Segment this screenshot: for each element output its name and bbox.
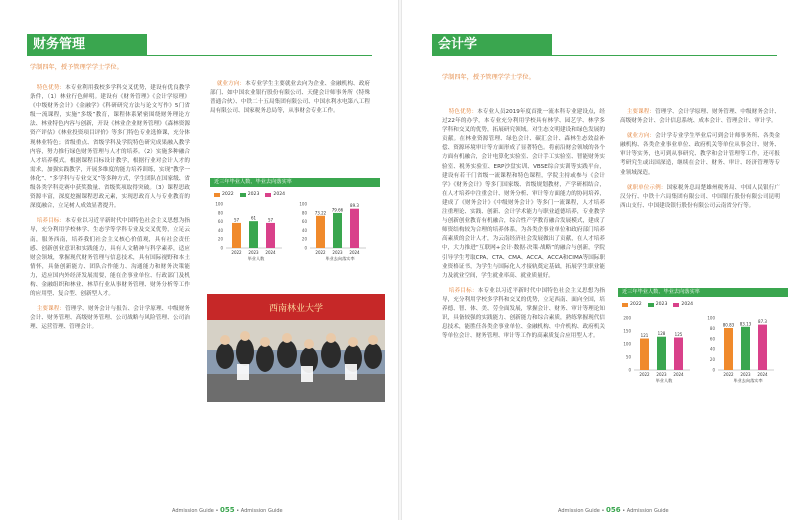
legend-label: 2023 — [655, 302, 668, 307]
legend-label: 2022 — [222, 192, 234, 197]
y-tick-label: 60 — [709, 336, 715, 342]
legend-item — [265, 192, 285, 197]
text-paragraph — [30, 305, 190, 332]
paragraph-heading: 培养目标： — [448, 287, 478, 294]
bar-value-label: 89.3 — [350, 203, 359, 209]
paragraph-heading: 主要课程： — [626, 109, 656, 115]
bar-value-label: 73.22 — [314, 210, 327, 216]
x-tick-label: 2022 — [231, 250, 242, 255]
text-paragraph — [30, 84, 190, 211]
page-subtitle: 学制四年，授予管理学学士学位。 — [442, 74, 535, 81]
paragraph-heading: 就业方向： — [626, 133, 656, 140]
statistics-chart — [618, 288, 788, 398]
x-tick-label: 2022 — [639, 372, 650, 377]
footer-prefix: Admission Guide • — [558, 508, 605, 514]
chart-legend — [214, 192, 285, 197]
y-tick-label: 80 — [301, 210, 307, 216]
paragraph-body: 管理学、财务会计与报告、会计学原理、中级财务会计、财务管理、高级财务管理、公司战略与风险管理、公司治理、运营管理、管理会计。 — [30, 306, 190, 331]
y-tick-label: 0 — [220, 245, 223, 251]
x-tick-label: 2024 — [673, 372, 684, 377]
chart-axis-label: 毕业人数 — [655, 378, 673, 383]
legend-swatch — [214, 193, 220, 197]
legend-swatch — [265, 193, 271, 197]
text-paragraph — [442, 108, 605, 281]
paragraph-body: 国家税务总局楚雄州税务局、中国人民银行广汉分行、中铁十六局集团有限公司、中国银行股份有限公司昆明西山支行、中国建设银行股份有限公司云南省分行等。 — [620, 184, 780, 209]
x-tick-label: 2024 — [265, 250, 276, 255]
y-tick-label: 40 — [217, 227, 223, 233]
y-tick-label: 0 — [628, 367, 631, 373]
x-tick-label: 2023 — [656, 372, 667, 377]
right-page — [400, 0, 800, 520]
legend-swatch — [622, 303, 628, 307]
legend-label: 2024 — [681, 302, 694, 307]
paragraph-heading: 就业方向： — [216, 81, 246, 87]
chart-title: 近三年毕业人数、毕业去向落实率 — [618, 288, 788, 297]
bar-value-label: 80.83 — [722, 322, 735, 328]
y-tick-label: 100 — [707, 315, 715, 321]
x-tick-label: 2022 — [723, 372, 734, 377]
bar — [657, 337, 666, 370]
chart-axis-label: 毕业去向落实率 — [325, 256, 355, 261]
legend-item — [240, 192, 260, 197]
bar-value-label: 57 — [267, 217, 274, 223]
chart-axis-label: 毕业去向落实率 — [733, 378, 763, 383]
bar — [333, 213, 342, 248]
title-underline — [432, 55, 777, 56]
x-tick-label: 2023 — [740, 372, 751, 377]
text-paragraph — [442, 287, 605, 342]
legend-label: 2022 — [630, 302, 642, 307]
y-tick-label: 80 — [217, 210, 223, 216]
y-tick-label: 100 — [215, 201, 223, 207]
y-tick-label: 40 — [301, 227, 307, 233]
chart-axis-label: 毕业人数 — [247, 256, 265, 261]
title-underline — [27, 55, 372, 56]
paragraph-body: 本专业学生主要就业去向为企业、金融机构、政府部门、如中国农业银行股份有限公司、天健会计师事务所（特殊普通合伙）、中铁二十五局集团有限公司、中国水利水电第八工程局有限公司、国家税务总局等，从事财会专业工作。 — [210, 81, 370, 115]
page-title: 会计学 — [432, 34, 552, 56]
bar-charts — [210, 200, 380, 270]
bar-value-label: 83.13 — [739, 321, 752, 327]
legend-item — [214, 192, 234, 197]
y-tick-label: 40 — [709, 346, 715, 352]
legend-swatch — [648, 303, 654, 307]
bar — [350, 209, 359, 248]
page-number: 055 — [220, 506, 235, 514]
right-text-column — [620, 108, 780, 217]
legend-label: 2023 — [247, 192, 260, 197]
page-subtitle: 学制四年，授予管理学学士学位。 — [30, 64, 123, 71]
bar-value-label: 79.66 — [331, 207, 344, 213]
chart-legend — [622, 302, 693, 307]
bar-value-label: 125 — [674, 332, 683, 337]
y-tick-label: 100 — [299, 201, 307, 207]
x-tick-label: 2023 — [332, 250, 343, 255]
y-tick-label: 200 — [623, 315, 631, 321]
legend-label: 2024 — [273, 192, 286, 197]
y-tick-label: 60 — [301, 219, 307, 225]
paragraph-heading: 就职单位示例： — [626, 184, 667, 191]
right-text-column — [210, 80, 370, 122]
y-tick-label: 20 — [301, 236, 307, 242]
x-tick-label: 2022 — [315, 250, 326, 255]
page-footer — [558, 506, 669, 514]
left-text-column — [30, 84, 190, 338]
paragraph-body: 会计学专业学生毕业后可到会计师事务所、各类金融机构、各类企业事业单位、政府机关等单位从事会计、财务、审计等实务，也可到从事研究、教学和会计管理等工作，还可报考研究生或出国深造，继续在会计、财务、审计、经济管理等专业领域深造。 — [620, 133, 780, 176]
bar-value-label: 57 — [233, 217, 240, 223]
bar — [758, 325, 767, 370]
bar-value-label: 121 — [640, 333, 649, 339]
legend-item — [622, 302, 642, 307]
paragraph-heading: 特色优势： — [448, 109, 478, 115]
bar — [316, 216, 325, 248]
legend-item — [673, 302, 693, 307]
x-tick-label: 2024 — [349, 250, 360, 255]
footer-suffix: • Admission Guide — [622, 508, 669, 514]
y-tick-label: 100 — [623, 341, 631, 347]
y-tick-label: 20 — [217, 236, 223, 242]
bar — [640, 339, 649, 370]
bar — [741, 327, 750, 370]
y-tick-label: 80 — [709, 325, 715, 331]
paragraph-heading: 主要课程： — [36, 306, 66, 313]
text-paragraph — [30, 217, 190, 299]
bar — [249, 221, 258, 248]
x-tick-label: 2024 — [757, 372, 768, 377]
bar — [674, 338, 683, 371]
y-tick-label: 0 — [304, 245, 307, 251]
group-photo — [207, 294, 385, 402]
page-title: 财务管理 — [27, 34, 147, 56]
paragraph-body: 本专业以习近平新时代中国特色社会主义思想为指导，充分利用学校多学科和交叉的优势，立足西南、面向全国，培养德、智、体、美、劳全面发展，掌握会计、财务、审计等理论知识，具备较强的实践能力、创新能力和综合素质，熟练掌握现代信息技术，能胜任各类企事业单位、金融机构、中介机构、政府机关等单位会计、财务管理、审计等工作的高素质复合应用型人才。 — [442, 287, 605, 340]
bar — [724, 328, 733, 370]
page-footer — [172, 506, 283, 514]
bar-value-label: 128 — [657, 331, 666, 337]
paragraph-body: 本专业人员2019年度首批一流本科专业建设点，经过22年的办学，本专业充分利用学校具有林学、园艺学、林学多学科和交叉的优势，拓展研究领域。对生态文明建设和绿色发展的贡献。在林业资源管理、绿色会计、碳汇会计、森林生态效益补偿、资源环境审计等方面形成了显著特色。将前沿财会领域的各个方面有机融合，会计电算化实验室、会计手工实验室、智能财务实验室、税务实验室、ERP沙盘实训、VBSE综合实训等实践平台，建设有若干门省级一流课程和特色课程，学院主持或参与《会计学》《财务会计》等多门国家级、省级规划教材，产学研相结合，在人才培养中注重会计、财务分析、审计等方面能力的协同培养，建成了《财务会计》《中级财务会计》等多门一流课程，人才培养注重理论、实践、创新、会计学术能力与职业道德培养，专业教学与创新创业教育有机融合，综合性产学教育融合发展模式，建成了师资结构较为合理的培养体系，为各类企事业单位和政府部门培养高素质的会计人才，为云南经济社会发展做出了贡献，在人才培养中，大力推进“互联网+会计·数据·决策·战略”的融合与创新，学院引导学生考取CPA、CTA、CMA、ACCA、ACCA和CIMA等国际职业资格证书，为学生与国际化人才接轨奠定基础，拓展学生职业能力及就业空间，学生就业率高、就业质量好。 — [442, 109, 605, 279]
photo-banner-text: 西南林业大学 — [268, 304, 324, 314]
paragraph-heading: 特色优势： — [36, 85, 66, 91]
y-tick-label: 150 — [623, 328, 631, 334]
y-tick-label: 50 — [625, 354, 631, 360]
y-tick-label: 20 — [709, 357, 715, 363]
footer-prefix: Admission Guide • — [172, 508, 219, 514]
text-paragraph — [620, 132, 780, 177]
chart-title: 近三年毕业人数、毕业去向落实率 — [210, 178, 380, 187]
text-paragraph — [210, 80, 370, 116]
x-tick-label: 2023 — [248, 250, 259, 255]
paragraph-heading: 培养目标： — [36, 218, 66, 225]
left-text-column — [442, 108, 605, 347]
y-tick-label: 60 — [217, 219, 223, 225]
paragraph-body: 本专业以习近平新时代中国特色社会主义思想为指导，充分利用学校林学、生态学等学科专业及交叉优势，立足云南，服务西南，培养我们社会主义核心价值观，具有社会责任感、创新创业意识和实践能力，具有人文精神与科学素养，适应财会领域，掌握现代财务管理与信息技术，具有国际视野和本土情怀，具备创新能力、团队合作能力、沟通能力和财务决策能力，适应国内外经济发展需要，能在企事业单位、行政部门及机构、金融组织和林业、林草行业从事财务管理、财务分析等工作的应用型、复合型、创新型人才。 — [30, 218, 190, 298]
bar-value-label: 87.3 — [758, 319, 767, 325]
text-paragraph — [620, 108, 780, 126]
paragraph-body: 管理学、会计学原理、财务管理、中级财务会计、高级财务会计、会计信息系统、成本会计、管理会计、审计学。 — [620, 109, 780, 125]
legend-item — [648, 302, 668, 307]
bar — [232, 223, 241, 248]
text-paragraph — [620, 184, 780, 211]
bar-charts — [618, 314, 788, 394]
page-number: 056 — [606, 506, 621, 514]
paragraph-body: 本专业利用我校多学科交叉优势，建设有优良教学条件，（1）林业行色鲜明。建设有《财务管理》《会计学原理》《中级财务会计》《金融学》《科研研究方法与论文写作》5门省级一流课程，实施“多级”教育，课程体系紧密围绕财务理论方法、林业特色内容与创新，开设《林业企业财务管理》《森林资源资产评估》《林业投资项目评价》等多门特色专业选修课，充分体现林业特色；省级重点、省级学科及学院特色研究成果融入教学内容，努力推行绿色财务管理与人才的培养。（2）实施多种融合人才培养模式。根据课程目标设计教学，根据行业对会计人才的需求，加强实践教学，开展多维度的能力培养训练，实现“教学一体化”、“多学科与专业交叉”等多种方式，学生团队在国家级、省级各类学科竞赛中获奖数量、省级奖项取得突破。（3）课程思政资源丰富，深度挖掘课程思政元素，实现思政育人与专业教育的深度融合，立足树人成效显著提升。 — [30, 85, 190, 210]
footer-suffix: • Admission Guide — [236, 508, 283, 514]
y-tick-label: 0 — [712, 367, 715, 373]
bar — [266, 223, 275, 248]
legend-swatch — [240, 193, 246, 197]
bar-value-label: 61 — [250, 215, 257, 221]
statistics-chart — [210, 178, 380, 268]
photo-illustration — [207, 294, 385, 402]
legend-swatch — [673, 303, 679, 307]
